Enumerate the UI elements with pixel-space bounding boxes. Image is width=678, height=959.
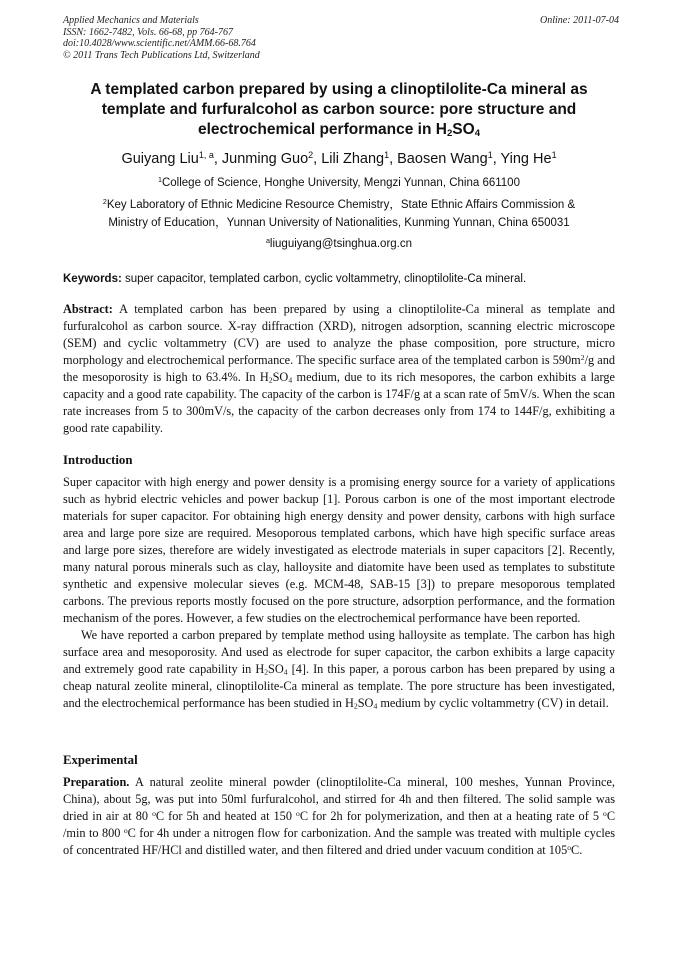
- keywords: [63, 270, 619, 288]
- paragraph-text: [4]. In this paper, a porous carbon has been prepared by using a cheap natural zeolite mineral, clinoptilolite-Ca mineral as template. The pore structure has been investigated, and the electrochemical performance has been studied in H: [63, 662, 615, 710]
- author-name: Baosen Wang: [397, 151, 488, 167]
- title-text: electrochemical performance in H: [197, 121, 447, 138]
- paragraph-text: medium by cyclic voltammetry (CV) in detail.: [377, 696, 609, 710]
- author-email: [63, 235, 615, 253]
- paragraph-text: We have reported a carbon prepared by template method using halloysite as template. The carbon has high surface area and mesoporosity. And used as electrode for super capacitor, the carbon exhibits a large capacity and extremely good rate capability in H: [63, 628, 615, 676]
- preparation-paragraph: [63, 774, 615, 859]
- introduction-paragraph-2: [63, 627, 615, 712]
- paragraph-text: C.: [571, 843, 583, 857]
- abstract-label: Abstract:: [63, 302, 113, 316]
- author-name: Lili Zhang: [321, 151, 385, 167]
- paragraph-text: C /min to 800: [63, 809, 616, 840]
- degree-mark: o: [296, 808, 300, 818]
- degree-mark: o: [152, 808, 156, 818]
- paragraph-text: SO: [357, 696, 374, 710]
- journal-header: [63, 15, 619, 61]
- experimental-body: [63, 774, 615, 859]
- title-text: SO: [452, 121, 475, 138]
- title-line-3: [63, 120, 615, 140]
- author-list: Guiyang Liu$^{1, a}$, Junming Guo$^2$, Lili Zhang$^1$, Baosen Wang$^1$, Ying He$^1$: [121, 150, 557, 167]
- subscript: 4: [474, 127, 481, 139]
- degree-mark: o: [603, 808, 607, 818]
- paragraph-text: C for 5h and heated at 150: [155, 809, 296, 823]
- abstract: [63, 301, 615, 437]
- affiliation-text: Key Laboratory of Ethnic Medicine Resource Chemistry，State Ethnic Affairs Commission &: [106, 199, 576, 211]
- title-line-1: A templated carbon prepared by using a clinoptilolite-Ca mineral as: [90, 81, 588, 98]
- keywords-label: Keywords:: [63, 273, 122, 285]
- subscript: 4: [283, 667, 288, 677]
- paragraph-text: C for 2h for polymerization, and then at a heating rate of 5: [299, 809, 603, 823]
- subscript: 4: [373, 701, 378, 711]
- title-line-2: template and furfuralcohol as carbon source: pore structure and: [101, 101, 577, 118]
- subscript: 2: [264, 667, 269, 677]
- section-heading-introduction: Introduction: [63, 453, 133, 467]
- issn-line: ISSN: 1662-7482, Vols. 66-68, pp 764-767: [63, 26, 233, 38]
- author-affiliation-mark: 1: [487, 150, 493, 161]
- abstract-text: medium, due to its rich mesopores, the carbon exhibits a large capacity and a good rate capability. The capacity of the carbon is 174F/g at a scan rate of 5mV/s. When the scan rate increases from 5 to 300mV/s, the capacity of the carbon decreases only from 174 to 144F/g, exhibiting a good rate capability.: [63, 370, 615, 435]
- subscript: 2: [268, 375, 273, 385]
- affiliation-1: [63, 174, 615, 192]
- author-affiliation-mark: 1: [384, 150, 390, 161]
- paragraph-text: A natural zeolite mineral powder (clinoptilolite-Ca mineral, 100 meshes, Yunnan Province, China), about 5g, was put into 50ml furfuralcohol, and stirred for 4h and then filtered. The solid sample was dried in air at 80: [63, 775, 615, 823]
- author-affiliation-mark: 2: [308, 150, 314, 161]
- abstract-paragraph: [63, 301, 615, 437]
- abstract-text: SO: [272, 370, 289, 384]
- affiliation-mark: 1: [158, 176, 162, 185]
- affiliation-2: [63, 196, 615, 232]
- subscript: 4: [288, 375, 293, 385]
- affiliation-text: College of Science, Honghe University, Mengzi Yunnan, China 661100: [161, 177, 520, 189]
- superscript: 2: [580, 352, 585, 362]
- affiliation-line: Ministry of Education，Yunnan University of Nationalities, Kunming Yunnan, China 650031: [108, 217, 570, 229]
- email-text: liuguiyang@tsinghua.org.cn: [269, 238, 413, 250]
- paragraph-text: SO: [268, 662, 284, 676]
- keywords-text: super capacitor, templated carbon, cyclic voltammetry, clinoptilolite-Ca mineral.: [121, 273, 527, 285]
- paper-title: [63, 80, 615, 140]
- author-name: Guiyang Liu: [121, 151, 199, 167]
- degree-mark: o: [567, 842, 572, 852]
- subscript: 2: [446, 127, 453, 139]
- online-date: Online: 2011-07-04: [540, 15, 619, 26]
- paragraph-text: C for 4h under a nitrogen flow for carbonization. And the sample was treated with multiple cycles of concentrated HF/HCl and distilled water, and then filtered and dried under vacuum condition at 105: [63, 826, 615, 857]
- author-name: Junming Guo: [221, 151, 309, 167]
- preparation-label: Preparation.: [63, 775, 130, 789]
- introduction-paragraph-1: Super capacitor with high energy and power density is a promising energy source for a variety of applications such as hybrid electric vehicles and power backup [1]. Porous carbon is one of the most important electrode materials for super capacitor. For obtaining high energy density and power density, carbons with high surface area and large pore size are required. Mesoporous templated carbons, which have high specific surface areas and large pore sizes, therefore are widely investigated as electrode materials in super capacitors [2]. Recently, many natural porous minerals such as clay, halloysite and diatomite have been used as templates to substitute synthetic and expensive molecular sieves (e.g. MCM-48, SAB-15 [3]) to prepare mesoporous templated carbons. The previous reports mostly focused on the pore structure, adsorption performance, and the formation mechanism of the pores. However, a few studies on the electrochemical performance have been reported.: [63, 475, 615, 625]
- abstract-text: A templated carbon has been prepared by using a clinoptilolite-Ca mineral as template and furfuralcohol as carbon source. X-ray diffraction (XRD), nitrogen adsorption, scanning electric microscope (SEM) and cyclic voltammetry (CV) are used to analyze the phase composition, pore structure, micro morphology and electrochemical performance. The specific surface area of the templated carbon is 590m: [63, 302, 615, 367]
- journal-name: Applied Mechanics and Materials: [63, 15, 199, 26]
- email-mark: a: [265, 237, 270, 246]
- abstract-text: /g and the mesoporosity is high to 63.4%. In H: [63, 353, 615, 384]
- copyright-line: © 2011 Trans Tech Publications Ltd, Switzerland: [63, 49, 260, 61]
- introduction-body: [63, 474, 615, 712]
- author-affiliation-mark: 1: [551, 150, 557, 161]
- author-name: Ying He: [500, 151, 552, 167]
- author-affiliation-mark: 1, a: [198, 150, 214, 161]
- doi-line: doi:10.4028/www.scientific.net/AMM.66-68.764: [63, 38, 256, 49]
- section-heading-experimental: Experimental: [63, 753, 138, 767]
- subscript: 2: [353, 701, 358, 711]
- degree-mark: o: [123, 825, 128, 835]
- affiliation-line: [63, 196, 615, 214]
- affiliation-mark: 2: [102, 198, 107, 207]
